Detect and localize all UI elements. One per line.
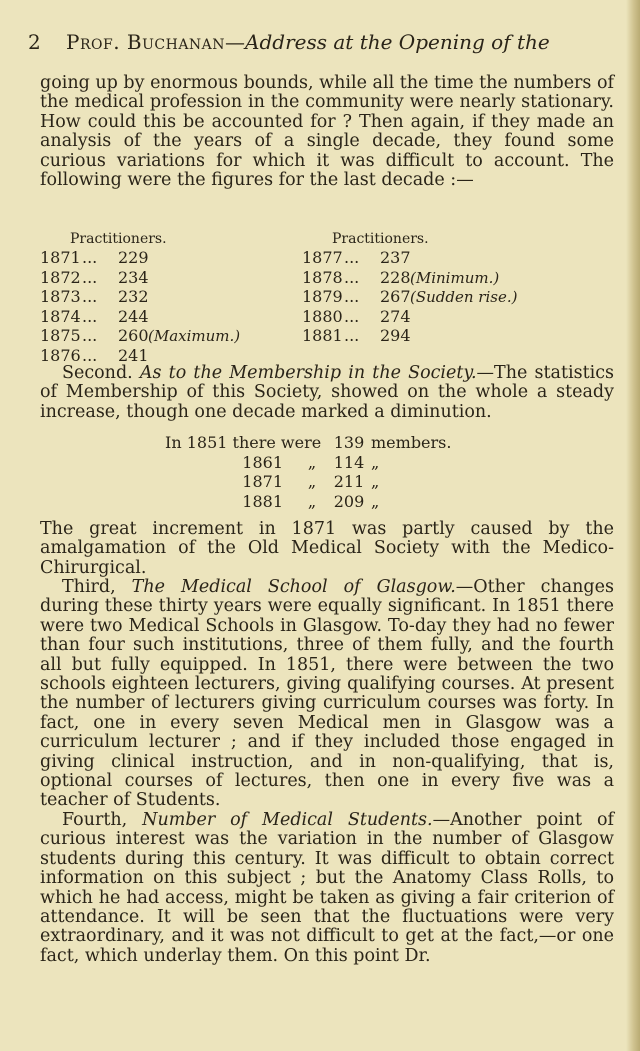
practitioners-value: 260 bbox=[118, 326, 149, 345]
fourth-lead: Fourth, bbox=[62, 810, 128, 830]
membership-count: 211 bbox=[333, 472, 365, 491]
membership-row bbox=[165, 492, 451, 512]
running-header bbox=[28, 30, 550, 54]
increment-text: The great increment in 1871 was partly caused by the amalgamation of the Old Medical Society with the Medico-Chirurgical. bbox=[40, 519, 614, 578]
membership-row bbox=[165, 453, 451, 473]
practitioners-row bbox=[40, 248, 148, 268]
practitioners-value: 228 bbox=[380, 267, 411, 287]
practitioners-year: 1873 bbox=[40, 287, 81, 306]
practitioners-row bbox=[40, 326, 240, 347]
membership-row bbox=[165, 433, 451, 453]
membership-table bbox=[165, 433, 451, 511]
membership-row bbox=[165, 472, 451, 492]
practitioners-year: 1871 bbox=[40, 248, 81, 267]
practitioners-dots: ... bbox=[82, 287, 98, 306]
intro-text: going up by enormous bounds, while all the time the numbers of the medical profession in the community were nearly stationary. How could this be accounted for ? Then again, if they made an analysis of the years of a single decade, they found some curious variations for which it was difficult to account. The following were the figures for the last decade :— bbox=[40, 73, 614, 191]
practitioners-year: 1872 bbox=[40, 267, 81, 287]
membership-suffix: members. bbox=[371, 433, 452, 452]
header-title: Address at the Opening of the bbox=[245, 30, 550, 54]
header-author: Prof. Buchanan bbox=[66, 30, 226, 54]
page-edge-shadow bbox=[626, 0, 640, 1051]
practitioners-dots: ... bbox=[344, 267, 360, 287]
practitioners-row bbox=[302, 268, 499, 289]
practitioners-dots: ... bbox=[344, 248, 360, 267]
practitioners-row bbox=[40, 287, 148, 307]
practitioners-year: 1881 bbox=[302, 326, 343, 345]
third-paragraph bbox=[40, 578, 614, 811]
practitioners-value: 267 bbox=[380, 287, 411, 306]
membership-count: 139 bbox=[333, 433, 365, 452]
practitioners-value: 241 bbox=[118, 345, 149, 365]
header-separator: — bbox=[225, 30, 246, 54]
membership-suffix: „ bbox=[371, 491, 380, 511]
membership-count: 209 bbox=[333, 491, 365, 511]
practitioners-year: 1874 bbox=[40, 306, 81, 326]
practitioners-note: (Maximum.) bbox=[148, 327, 241, 345]
practitioners-year: 1876 bbox=[40, 345, 81, 365]
practitioners-year: 1879 bbox=[302, 287, 343, 306]
second-lead: Second. bbox=[62, 363, 133, 383]
practitioners-year: 1878 bbox=[302, 267, 343, 287]
practitioners-header-right: Practitioners. bbox=[332, 231, 429, 247]
fourth-paragraph bbox=[40, 811, 614, 966]
practitioners-row bbox=[302, 287, 517, 308]
practitioners-dots: ... bbox=[344, 326, 360, 345]
practitioners-dots: ... bbox=[82, 326, 98, 345]
practitioners-value: 294 bbox=[380, 326, 411, 345]
practitioners-value: 229 bbox=[118, 248, 149, 267]
membership-label: 1871 bbox=[242, 472, 283, 491]
third-text: —Other changes during these thirty years were equally significant. In 1851 there were two Medical Schools in Glasgow. To-day they had no fewer than four such institutions, three of them fully, and the fourth all but fully equipped. In 1851, there were between the two schools eighteen lecturers, giving qualifying courses. At present the number of lecturers giving curriculum courses was forty. In fact, one in every seven Medical men in Glasgow was a curriculum lecturer ; and if they included those engaged in giving clinical instruction, and in non-qualifying, that is, optional courses of lectures, then one in every five was a teacher of Students. bbox=[40, 577, 614, 811]
membership-ditto: „ bbox=[307, 452, 317, 472]
fourth-text: —Another point of curious interest was the variation in the number of Glasgow students during this century. It was difficult to obtain correct information on this subject ; but the Anatomy Class Rolls, to which he had access, might be taken as giving a fair criterion of attendance. It will be seen that the fluctuations were very extraordinary, and it was not difficult to get at the fact,—or one fact, which underlay them. On this point Dr. bbox=[40, 810, 614, 966]
practitioners-row bbox=[302, 307, 410, 327]
practitioners-year: 1880 bbox=[302, 306, 343, 326]
membership-ditto: „ bbox=[307, 491, 317, 511]
practitioners-value: 232 bbox=[118, 287, 149, 306]
membership-ditto: „ bbox=[307, 472, 317, 491]
intro-paragraph bbox=[40, 74, 614, 190]
practitioners-header-left: Practitioners. bbox=[70, 231, 167, 247]
second-paragraph bbox=[40, 364, 614, 422]
membership-label: 1861 bbox=[242, 452, 283, 472]
membership-label: In 1851 there were bbox=[165, 433, 322, 452]
practitioners-note: (Minimum.) bbox=[410, 268, 500, 287]
membership-suffix: „ bbox=[371, 452, 380, 472]
membership-label: 1881 bbox=[242, 491, 283, 511]
practitioners-row bbox=[40, 307, 148, 327]
practitioners-dots: ... bbox=[82, 306, 98, 326]
third-heading: The Medical School of Glasgow. bbox=[131, 577, 456, 597]
practitioners-dots: ... bbox=[344, 287, 360, 306]
practitioners-dots: ... bbox=[344, 306, 360, 326]
practitioners-note: (Sudden rise.) bbox=[410, 288, 518, 306]
practitioners-value: 237 bbox=[380, 248, 411, 267]
practitioners-row bbox=[302, 248, 410, 268]
membership-count: 114 bbox=[333, 452, 365, 472]
practitioners-year: 1875 bbox=[40, 326, 81, 345]
practitioners-year: 1877 bbox=[302, 248, 343, 267]
practitioners-row bbox=[40, 268, 148, 288]
practitioners-value: 244 bbox=[118, 306, 149, 326]
practitioners-dots: ... bbox=[82, 267, 98, 287]
practitioners-row bbox=[302, 326, 410, 346]
third-lead: Third, bbox=[62, 577, 116, 597]
membership-suffix: „ bbox=[371, 472, 380, 491]
second-text: —The statistics of Membership of this Society, showed on the whole a steady increase, though one decade marked a diminution. bbox=[40, 363, 614, 422]
practitioners-dots: ... bbox=[82, 345, 98, 365]
fourth-heading: Number of Medical Students. bbox=[142, 810, 433, 830]
page-number: 2 bbox=[28, 30, 41, 54]
practitioners-value: 234 bbox=[118, 267, 149, 287]
practitioners-dots: ... bbox=[82, 248, 98, 267]
increment-paragraph bbox=[40, 520, 614, 578]
second-heading: As to the Membership in the Society. bbox=[139, 363, 477, 383]
practitioners-value: 274 bbox=[380, 306, 411, 326]
